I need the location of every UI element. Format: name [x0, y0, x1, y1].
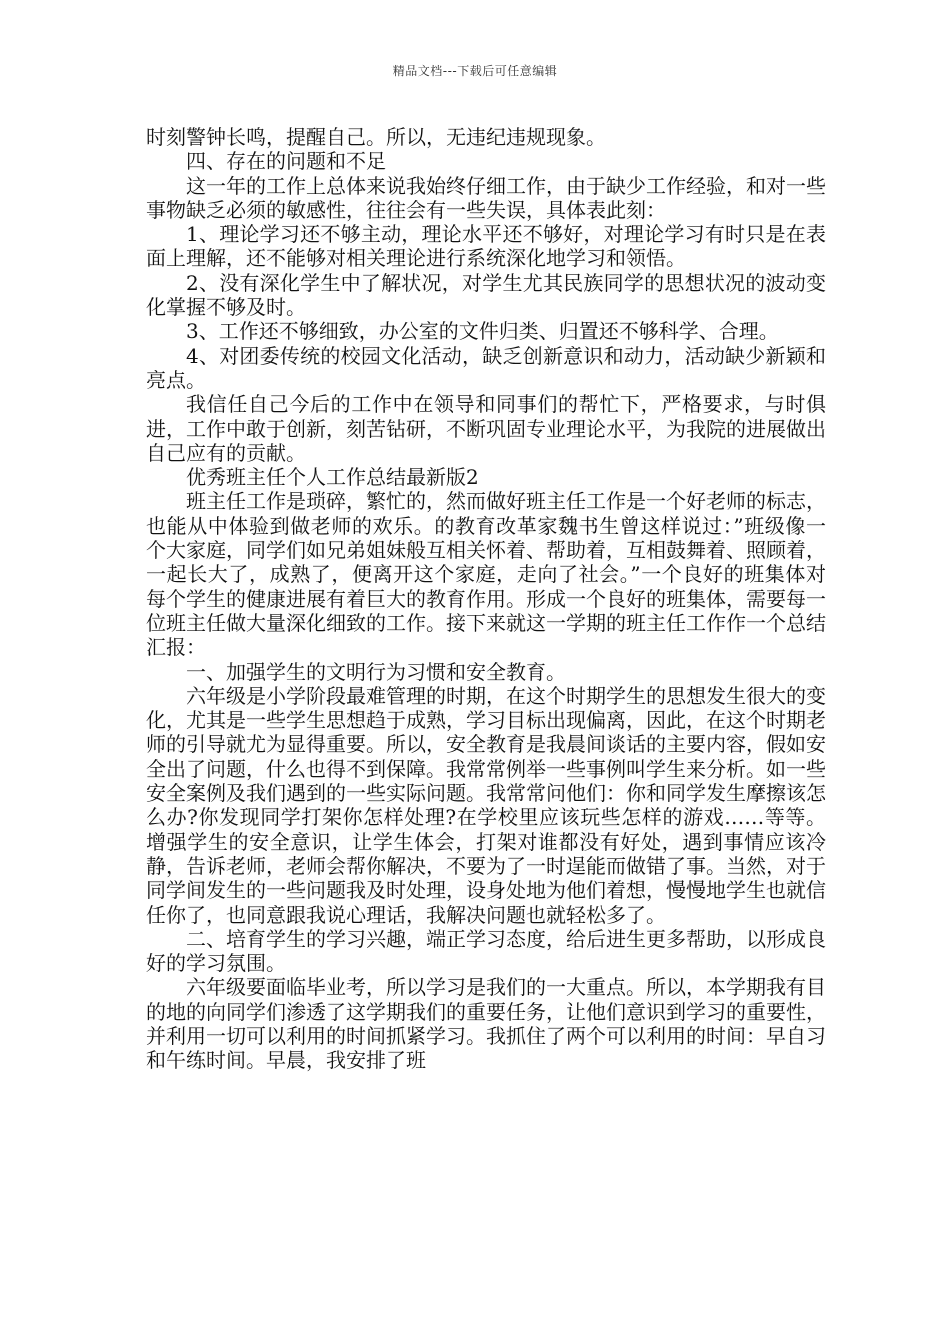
header-note: 精品文档---下载后可任意编辑 — [392, 64, 558, 78]
section-heading: 二、培育学生的学习兴趣，端正学习态度，给后进生更多帮助，以形成良好的学习氛围。 — [146, 926, 826, 976]
list-item: 1、理论学习还不够主动，理论水平还不够好，对理论学习有时只是在表面上理解，还不能够对相关理论进行系统深化地学习和领悟。 — [146, 222, 826, 271]
paragraph: 六年级要面临毕业考，所以学习是我们的一大重点。所以，本学期我有目的地的向同学们渗透了这学期我们的重要任务，让他们意识到学习的重要性，并利用一切可以利用的时间抓紧学习。我抓住了两个可以利用的时间：早自习和午练时间。早晨，我安排了班 — [146, 975, 826, 1073]
list-item: 2、没有深化学生中了解状况，对学生尤其民族同学的思想状况的波动变化掌握不够及时。 — [146, 270, 826, 320]
document-body — [146, 125, 826, 1073]
paragraph: 班主任工作是琐碎，繁忙的，然而做好班主任工作是一个好老师的标志，也能从中体验到做老师的欢乐。的教育改革家魏书生曾这样说过：”班级像一个大家庭，同学们如兄弟姐妹般互相关怀着、帮助着，互相鼓舞着、照顾着，一起长大了，成熟了，便离开这个家庭，走向了社会。”一个良好的班集体对每个学生的健康进展有着巨大的教育作用。形成一个良好的班集体，需要每一位班主任做大量深化细致的工作。接下来就这一学期的班主任工作作一个总结汇报： — [146, 489, 826, 660]
list-item: 4、对团委传统的校园文化活动，缺乏创新意识和动力，活动缺少新颖和亮点。 — [146, 343, 826, 392]
list-item: 3、工作还不够细致，办公室的文件归类、归置还不够科学、合理。 — [186, 319, 779, 344]
paragraph: 我信任自己今后的工作中在领导和同事们的帮忙下，严格要求，与时俱进，工作中敢于创新，刻苦钻研，不断巩固专业理论水平，为我院的进展做出自己应有的贡献。 — [146, 392, 826, 465]
section-heading: 一、加强学生的文明行为习惯和安全教育。 — [186, 659, 566, 684]
paragraph: 时刻警钟长鸣，提醒自己。所以，无违纪违规现象。 — [146, 125, 606, 149]
paragraph: 六年级是小学阶段最难管理的时期，在这个时期学生的思想发生很大的变化，尤其是一些学生思想趋于成熟，学习目标出现偏离，因此，在这个时期老师的引导就尤为显得重要。所以，安全教育是我晨间谈话的主要内容，假如安全出了问题，什么也得不到保障。我常常例举一些事例叫学生来分析。如一些安全案例及我们遇到的一些实际问题。我常常问他们：你和同学发生摩擦该怎么办?你发现同学打架你怎样处理?在学校里应该玩些怎样的游戏……等等。增强学生的安全意识，让学生体会，打架对谁都没有好处，遇到事情应该冷静，告诉老师，老师会帮你解决，不要为了一时逞能而做错了事。当然，对于同学间发生的一些问题我及时处理，设身处地为他们着想，慢慢地学生也就信任你了，也同意跟我说心理话，我解决问题也就轻松多了。 — [146, 683, 826, 927]
section-heading: 四、存在的问题和不足 — [186, 149, 386, 174]
article-title: 优秀班主任个人工作总结最新版2 — [186, 465, 479, 490]
paragraph: 这一年的工作上总体来说我始终仔细工作，由于缺少工作经验，和对一些事物缺乏必须的敏感性，往往会有一些失误，具体表此刻： — [146, 173, 826, 222]
